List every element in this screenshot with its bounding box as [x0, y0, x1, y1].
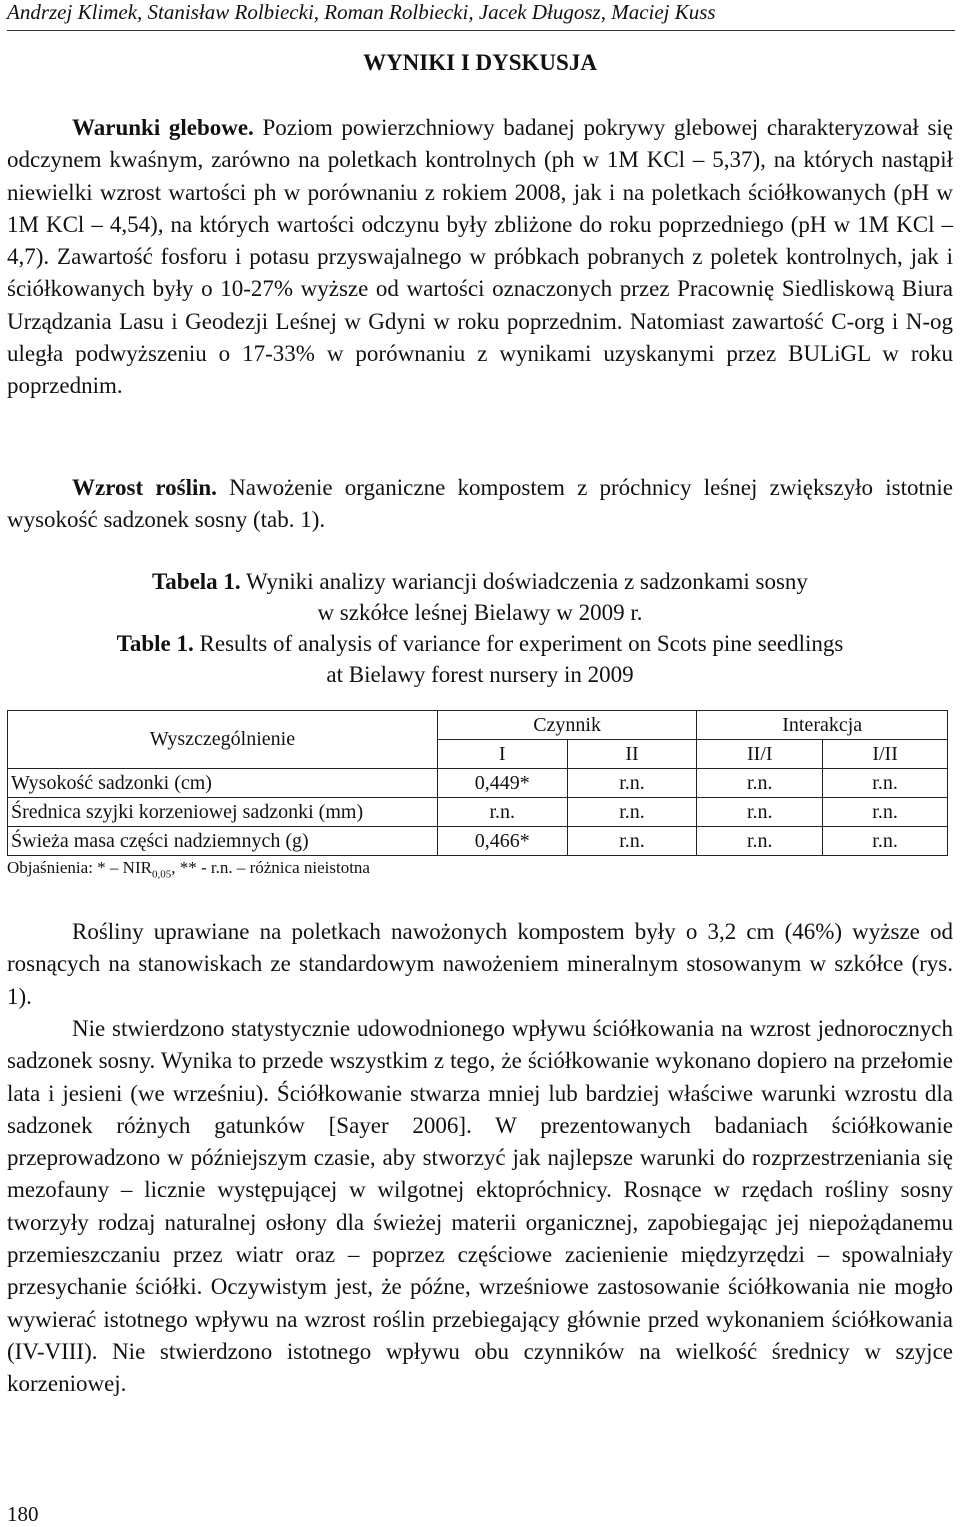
running-header [7, 0, 955, 31]
caption-line: at Bielawy forest nursery in 2009 [326, 662, 634, 687]
paragraph-text: Poziom powierzchniowy badanej pokrywy glebowej charakteryzował się odczynem kwaśnym, zarówno na poletkach kontrolnych (ph w 1M KCl – 5,37), na których nastąpił niewielki wzrost wartości ph w porównaniu z rokiem 2008, jak i na poletkach ściółkowanych (pH w 1M KCl – 4,54), na których wartości odczynu były zbliżone do roku poprzedniego (pH w 1M KCl – 4,7). Zawartość fosforu i potasu przyswajalnego w próbkach pobranych z poletek kontrolnych, jak i ściółkowanych były o 10-27% wyższe od wartości oznaczonych przez Pracownię Siedliskową Biura Urządzania Lasu i Geodezji Leśnej w Gdyni w roku poprzednim. Natomiast zawartość C-org i N-og uległa podwyższeniu o 17-33% w porównaniu z wynikami uzyskanymi przez BULiGL w roku poprzednim. [7, 115, 953, 399]
header-cell: II/I [697, 740, 823, 769]
header-authors: Andrzej Klimek, Stanisław Rolbiecki, Roman Rolbiecki, Jacek Długosz, Maciej Kuss [7, 0, 716, 24]
table-cell: r.n. [697, 827, 823, 856]
row-label: Wysokość sadzonki (cm) [8, 769, 438, 798]
header-cell: I [437, 740, 567, 769]
table-caption-pl [0, 566, 960, 628]
footnote-subscript: 0,05 [151, 868, 172, 881]
caption-line: Wyniki analizy wariancji doświadczenia z sadzonkami sosny [240, 569, 808, 594]
table-cell: r.n. [697, 769, 823, 798]
table-cell: r.n. [823, 827, 948, 856]
table-cell: r.n. [567, 769, 697, 798]
paragraph-text: Nawożenie organiczne kompostem z próchnicy leśnej zwiększyło istotnie wysokość sadzonek sosny (tab. 1). [7, 475, 953, 533]
table-cell: r.n. [437, 798, 567, 827]
caption-line: Results of analysis of variance for experiment on Scots pine seedlings [193, 631, 844, 656]
caption-label: Tabela 1. [152, 569, 241, 594]
paragraph-soil-conditions [7, 112, 953, 403]
table-cell: r.n. [567, 798, 697, 827]
header-cell: I/II [823, 740, 948, 769]
section-title: WYNIKI I DYSKUSJA [363, 50, 597, 75]
header-cell: II [567, 740, 697, 769]
table-cell: r.n. [567, 827, 697, 856]
row-label: Świeża masa części nadziemnych (g) [8, 827, 438, 856]
table-cell: 0,466* [437, 827, 567, 856]
header-cell-group: Interakcja [697, 711, 948, 740]
table-footnote [7, 858, 370, 880]
row-label: Średnica szyjki korzeniowej sadzonki (mm) [8, 798, 438, 827]
table-row [8, 769, 948, 798]
anova-table [7, 710, 948, 856]
table-cell: 0,449* [437, 769, 567, 798]
caption-label: Table 1. [116, 631, 194, 656]
paragraph-lead: Warunki glebowe. [72, 115, 254, 140]
paragraph-lead: Wzrost roślin. [72, 475, 217, 500]
caption-line: w szkółce leśnej Bielawy w 2009 r. [317, 600, 643, 625]
page-number: 180 [7, 1502, 39, 1526]
paragraph-plant-growth [7, 472, 953, 537]
table-caption-en [0, 628, 960, 690]
table-cell: r.n. [697, 798, 823, 827]
footnote-prefix: Objaśnienia: * – NIR [7, 858, 152, 877]
header-cell-label: Wyszczególnienie [8, 711, 438, 769]
paragraph-mulching-discussion: Nie stwierdzono statystycznie udowodnionego wpływu ściółkowania na wzrost jednorocznych sadzonek sosny. Wynika to przede wszystkim z tego, że ściółkowanie wykonano dopiero na przełomie lata i jesieni (we wrześniu). Ściółkowanie stwarza mniej lub bardziej właściwe warunki wzrostu dla sadzonek różnych gatunków [Sayer 2006]. W prezentowanych badaniach ściółkowanie przeprowadzono w późniejszym czasie, aby stworzyć jak najlepsze warunki do rozprzestrzeniania się mezofauny – licznie występującej w wilgotnej ektopróchnicy. Rosnące w rzędach rośliny sosny tworzyły rodzaj naturalnej osłony dla świeżej materii organicznej, zapobiegając jej niepożądanemu przemieszczaniu przez wiatr oraz – poprzez częściowe zacienienie międzyrzędzi – spowalniały przesychanie ściółki. Oczywistym jest, że późne, wrześniowe zastosowanie ściółkowania nie mogło wywierać istotnego wpływu na wzrost roślin przebiegający głównie przed wykonaniem ściółkowania (IV-VIII). Nie stwierdzono istotnego wpływu obu czynników na wielkość średnicy w szyjce korzeniowej. [7, 1016, 953, 1397]
table-row [8, 798, 948, 827]
table-row [8, 827, 948, 856]
table-header-row [8, 711, 948, 740]
footnote-suffix: , ** - r.n. – różnica nieistotna [171, 858, 370, 877]
paragraph-compost-result: Rośliny uprawiane na poletkach nawożonych kompostem były o 3,2 cm (46%) wyższe od rosnących na stanowiskach ze standardowym nawożeniem mineralnym stosowanym w szkółce (rys. 1). [7, 919, 953, 1009]
table-cell: r.n. [823, 769, 948, 798]
header-cell-group: Czynnik [437, 711, 697, 740]
table-cell: r.n. [823, 798, 948, 827]
